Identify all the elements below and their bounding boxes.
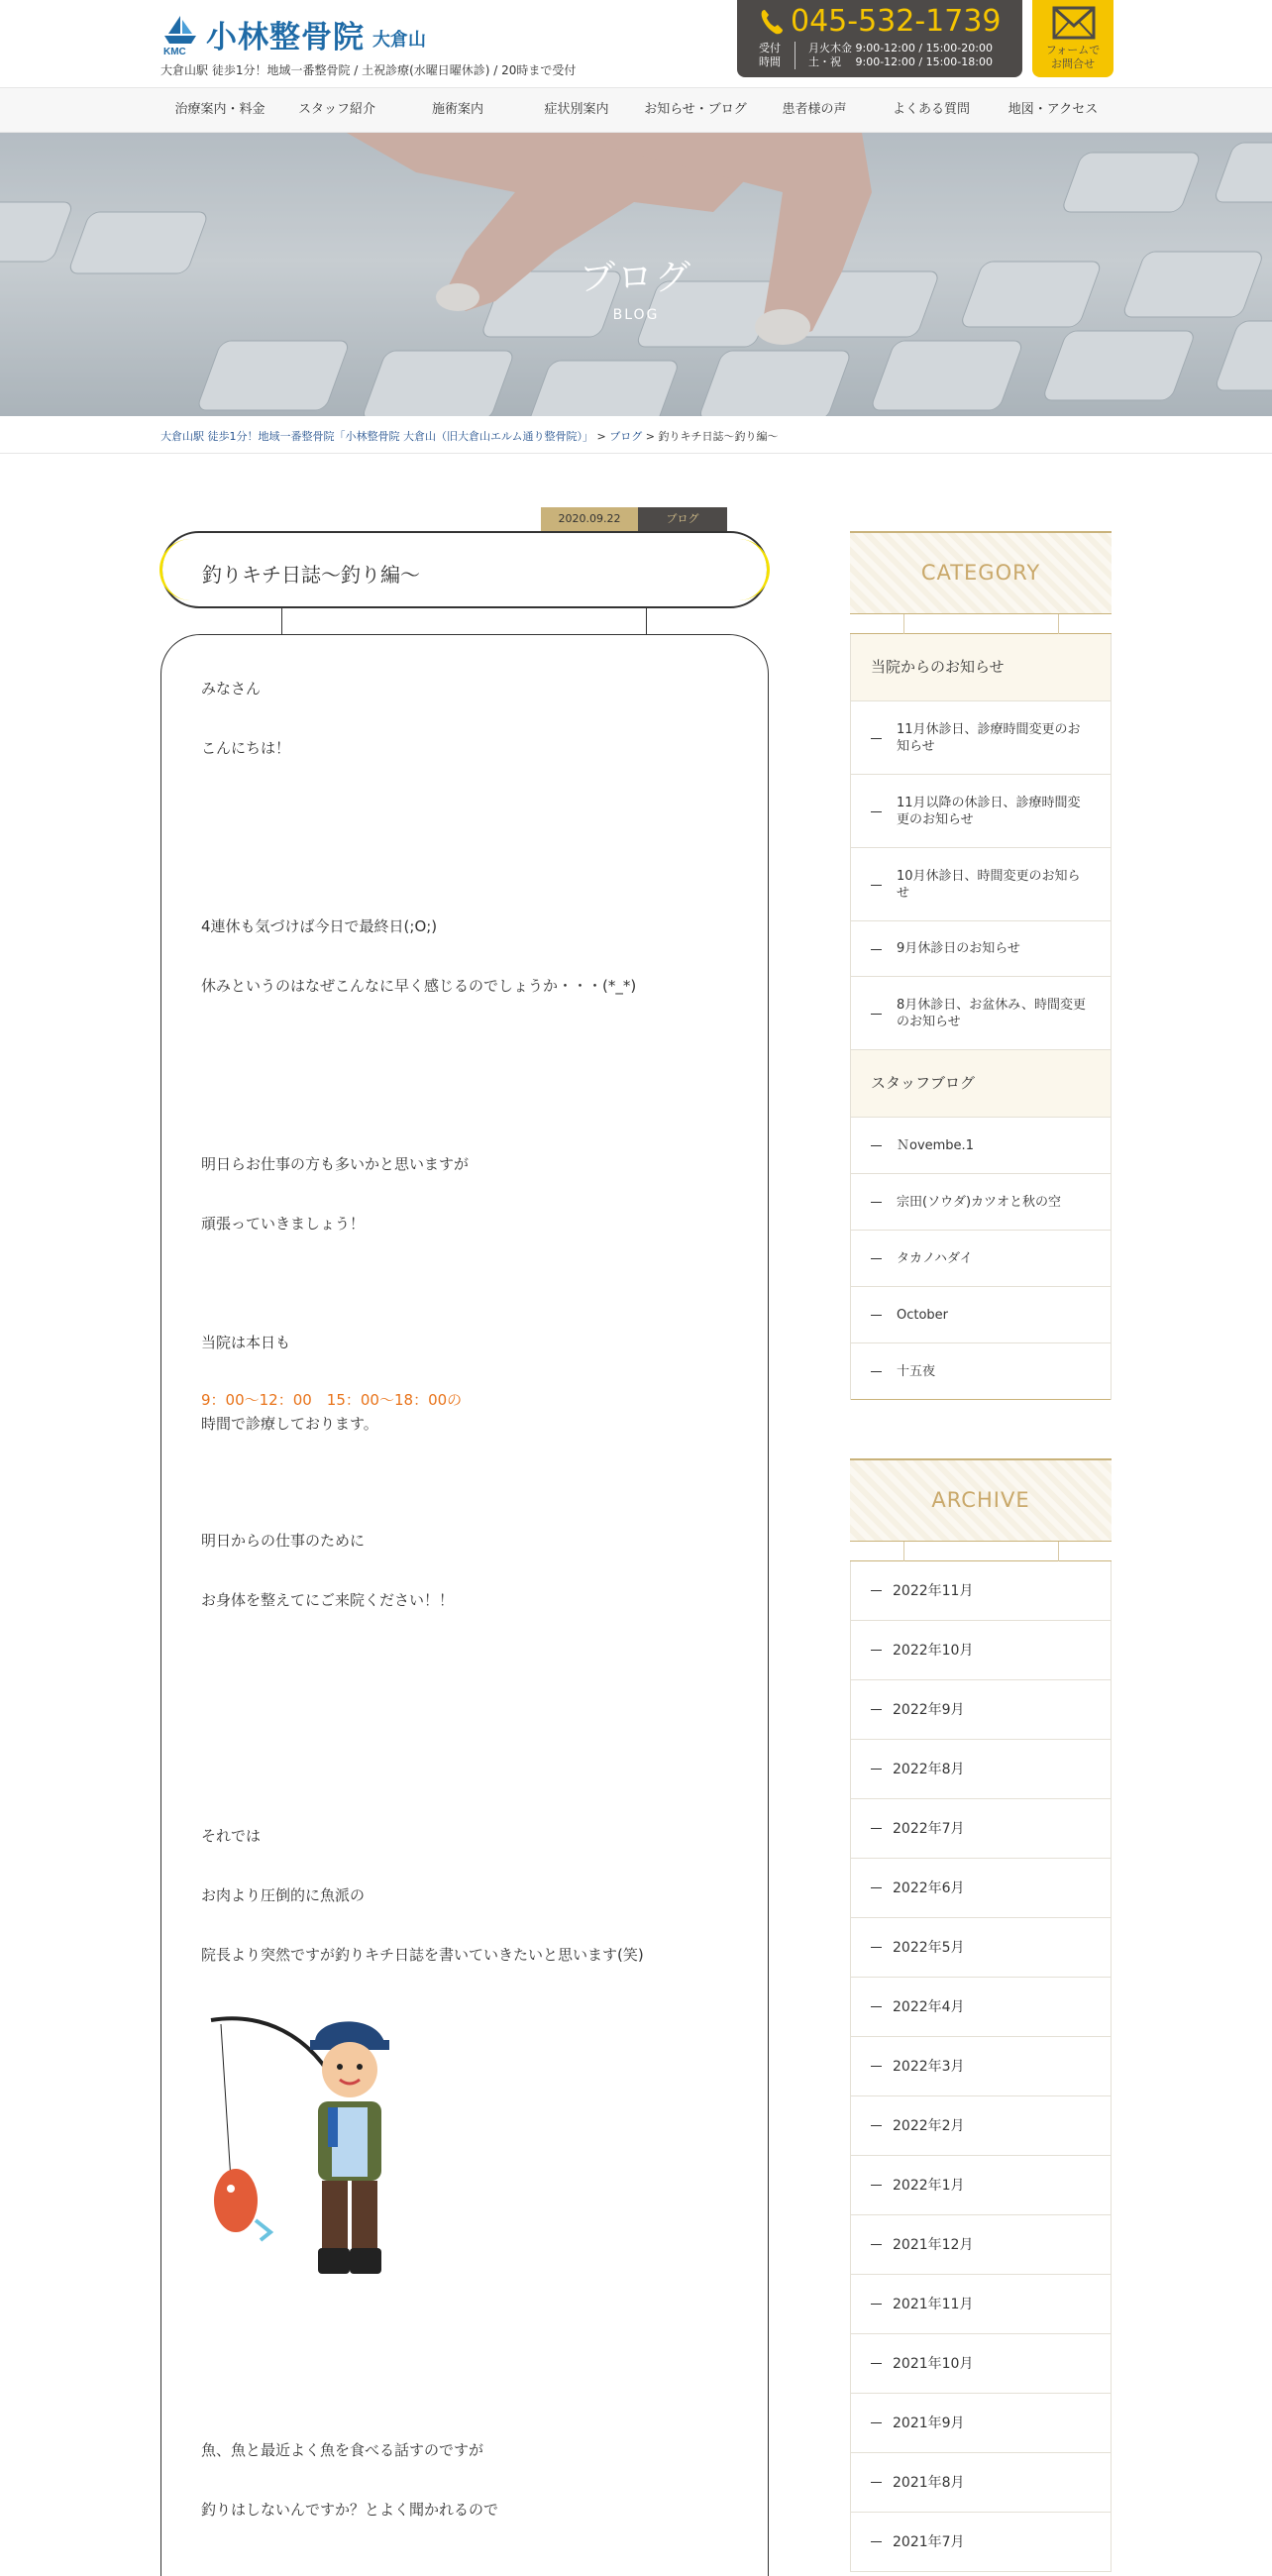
category-group-notices[interactable]: 当院からのお知らせ: [851, 634, 1111, 701]
hours-label-line-2: 時間: [759, 55, 781, 68]
page-title: ブログ: [579, 258, 692, 298]
breadcrumb-current: 釣りキチ日誌～釣り編～: [658, 430, 779, 443]
category-list: [850, 634, 1112, 1400]
nav-item-testimonials[interactable]: 患者様の声: [782, 102, 847, 117]
post-paragraph: 休みというのはなぜこんなに早く感じるのでしょうか・・・(*_*): [201, 977, 637, 995]
category-post-item[interactable]: 8月休診日、お盆休み、時間変更のお知らせ: [851, 977, 1111, 1050]
heading-connectors: [850, 614, 1112, 634]
nav-item-faq[interactable]: よくある質問: [892, 102, 970, 117]
archive-item[interactable]: 2022年7月: [851, 1799, 1111, 1859]
nav-item-treatment-fees[interactable]: 治療案内・料金: [174, 102, 265, 117]
phone-icon: [759, 8, 785, 36]
nav-item-symptoms[interactable]: 症状別案内: [544, 102, 609, 117]
connector-tick: [1058, 1542, 1059, 1561]
archive-title: ARCHIVE: [931, 1488, 1030, 1512]
nav-item-procedures[interactable]: 施術案内: [431, 102, 483, 117]
title-connector-left: [281, 608, 282, 636]
category-post-item[interactable]: 9月休診日のお知らせ: [851, 921, 1111, 977]
post-category-tag[interactable]: ブログ: [638, 507, 727, 531]
archive-item[interactable]: 2021年12月: [851, 2215, 1111, 2275]
post-paragraph: 院長より突然ですが釣りキチ日誌を書いていきたいと思います(笑): [201, 1946, 644, 1964]
post-paragraph: お肉より圧倒的に魚派の: [201, 1886, 366, 1904]
archive-item[interactable]: 2022年11月: [851, 1561, 1111, 1621]
form-label-line-1: フォームで: [1045, 44, 1101, 56]
post-paragraph: 時間で診療しております。: [201, 1415, 378, 1433]
page-subtitle: BLOG: [612, 307, 660, 323]
archive-item[interactable]: 2021年9月: [851, 2394, 1111, 2453]
post-paragraph: こんにちは！: [201, 739, 291, 757]
archive-item[interactable]: 2022年3月: [851, 2037, 1111, 2096]
breadcrumb-blog[interactable]: ブログ: [609, 430, 643, 443]
category-title: CATEGORY: [920, 561, 1041, 585]
post-paragraph: 4連休も気づけば今日で最終日(;O;): [201, 917, 438, 935]
nav-item-access[interactable]: 地図・アクセス: [1007, 102, 1099, 117]
archive-item[interactable]: 2022年4月: [851, 1978, 1111, 2037]
category-heading: [850, 531, 1112, 614]
site-header: [0, 0, 1272, 87]
archive-item[interactable]: 2022年2月: [851, 2096, 1111, 2156]
post-content: [160, 634, 769, 2576]
archive-item[interactable]: 2021年11月: [851, 2275, 1111, 2334]
archive-item[interactable]: 2022年9月: [851, 1680, 1111, 1740]
category-post-item[interactable]: October: [851, 1287, 1111, 1343]
post-paragraph: みなさん: [201, 680, 262, 698]
category-post-item[interactable]: 宗田(ソウダ)カツオと秋の空: [851, 1174, 1111, 1231]
category-post-item[interactable]: 十五夜: [851, 1343, 1111, 1400]
post-paragraph: 当院は本日も: [201, 1334, 291, 1351]
category-post-item[interactable]: 10月休診日、時間変更のお知らせ: [851, 848, 1111, 921]
site-logo[interactable]: [160, 12, 426, 56]
post-title: 釣りキチ日誌～釣り編～: [202, 563, 420, 587]
heading-connectors: [850, 1542, 1112, 1561]
sidebar-category: [850, 531, 1112, 1400]
breadcrumb: [0, 416, 1272, 454]
nav-item-staff[interactable]: スタッフ紹介: [297, 102, 375, 117]
category-post-item[interactable]: 11月以降の休診日、診療時間変更のお知らせ: [851, 775, 1111, 848]
connector-tick: [903, 614, 904, 634]
archive-item[interactable]: 2021年8月: [851, 2453, 1111, 2513]
post-paragraph: 明日らお仕事の方も多いかと思いますが: [201, 1155, 470, 1173]
fisherman-illustration: [201, 2012, 449, 2280]
category-post-item[interactable]: Ｎovembe.1: [851, 1118, 1111, 1174]
hero-banner: [0, 133, 1272, 416]
archive-heading: [850, 1458, 1112, 1542]
archive-item[interactable]: 2021年10月: [851, 2334, 1111, 2394]
nav-item-news-blog[interactable]: お知らせ・ブログ: [644, 102, 747, 117]
phone-number[interactable]: 045-532-1739: [791, 4, 1002, 39]
connector-tick: [1058, 614, 1059, 634]
logo-subtitle: 大倉山: [372, 29, 426, 51]
hours-weekday: 月火木金 9:00-12:00 / 15:00-20:00: [808, 42, 993, 54]
post-paragraph: 頑張っていきましょう！: [201, 1215, 366, 1233]
archive-item[interactable]: 2022年1月: [851, 2156, 1111, 2215]
hours-label: [759, 42, 781, 69]
title-connector-right: [646, 608, 647, 636]
breadcrumb-home[interactable]: 大倉山駅 徒歩1分！地域一番整骨院「小林整骨院 大倉山（旧大倉山エルム通り整骨院）」: [160, 430, 594, 443]
post-paragraph: 釣りはしないんですか？とよく聞かれるので: [201, 2501, 499, 2519]
phone-contact[interactable]: [737, 0, 1022, 77]
mail-icon: [1052, 6, 1096, 40]
archive-list: [850, 1561, 1112, 2572]
hours-weekend: 土・祝 9:00-12:00 / 15:00-18:00: [808, 55, 993, 68]
breadcrumb-separator: >: [642, 430, 659, 443]
global-nav: [0, 87, 1272, 133]
breadcrumb-separator: >: [593, 430, 610, 443]
form-label: [1032, 44, 1113, 71]
post-date: 2020.09.22: [541, 507, 638, 531]
archive-item[interactable]: 2022年8月: [851, 1740, 1111, 1799]
ship-logo-icon: [160, 14, 200, 55]
sidebar-archive: [850, 1458, 1112, 2572]
post-hours-highlight: 9：00～12：00 15：00～18：00の: [201, 1391, 463, 1409]
post-paragraph: 魚、魚と最近よく魚を食べる話すのですが: [201, 2441, 484, 2459]
category-post-item[interactable]: 11月休診日、診療時間変更のお知らせ: [851, 701, 1111, 775]
logo-title: 小林整骨院: [206, 20, 365, 55]
connector-tick: [903, 1542, 904, 1561]
archive-item[interactable]: 2022年5月: [851, 1918, 1111, 1978]
header-tagline: 大倉山駅 徒歩1分！地域一番整骨院 / 土祝診療(水曜日曜休診) / 20時まで受付: [160, 63, 577, 77]
archive-item[interactable]: 2022年6月: [851, 1859, 1111, 1918]
business-hours: [808, 42, 993, 69]
archive-item[interactable]: 2021年7月: [851, 2513, 1111, 2572]
post-paragraph: お身体を整えてにご来院ください！！: [201, 1591, 455, 1609]
post-paragraph: 明日からの仕事のために: [201, 1532, 366, 1550]
contact-form-button[interactable]: [1032, 0, 1113, 77]
post-title-box: [160, 531, 769, 608]
form-label-line-2: お問合せ: [1051, 57, 1095, 70]
logo-mark-text: KMC: [163, 46, 186, 55]
post-paragraph: それでは: [201, 1827, 262, 1845]
hours-label-line-1: 受付: [759, 42, 781, 54]
archive-item[interactable]: 2022年10月: [851, 1621, 1111, 1680]
category-group-staff-blog[interactable]: スタッフブログ: [851, 1050, 1111, 1118]
category-post-item[interactable]: タカノハダイ: [851, 1231, 1111, 1287]
